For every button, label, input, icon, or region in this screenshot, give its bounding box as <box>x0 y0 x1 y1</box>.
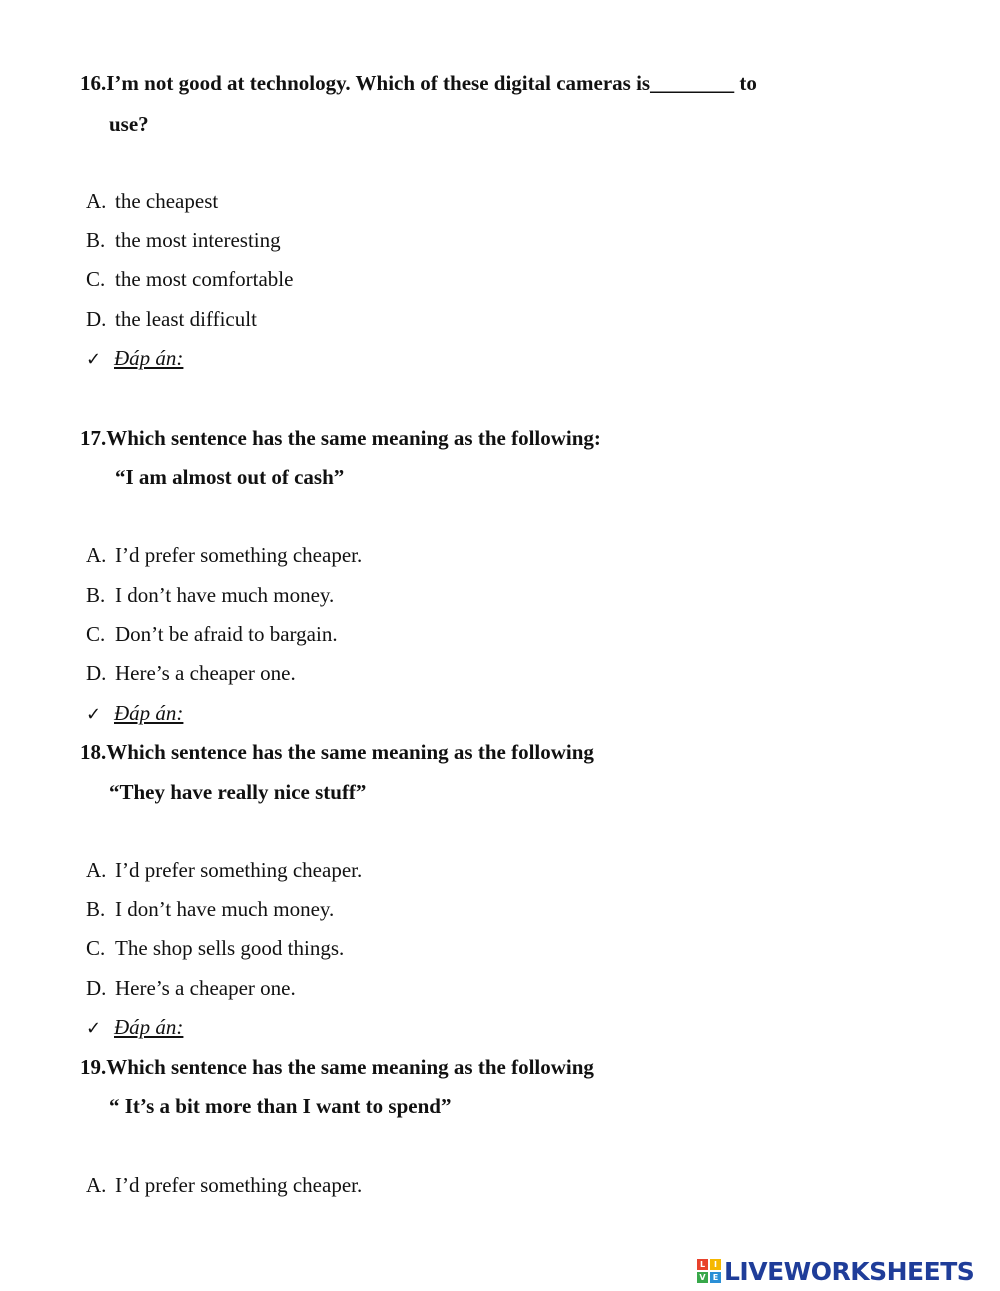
question-17-option-b[interactable] <box>86 585 334 606</box>
option-text: Here’s a cheaper one. <box>115 661 296 685</box>
check-icon: ✓ <box>86 1018 102 1039</box>
option-text: the least difficult <box>115 307 257 331</box>
question-16-option-a[interactable] <box>86 191 218 212</box>
question-16-answer[interactable] <box>86 348 183 369</box>
question-19-line-2: “ It’s a bit more than I want to spend” <box>109 1094 452 1118</box>
option-letter: A. <box>86 189 107 213</box>
option-text: the most comfortable <box>115 267 294 291</box>
option-text: I don’t have much money. <box>115 583 335 607</box>
option-text: Here’s a cheaper one. <box>115 976 296 1000</box>
option-text: I’d prefer something cheaper. <box>115 858 363 882</box>
option-text: I don’t have much money. <box>115 897 335 921</box>
option-text: I’d prefer something cheaper. <box>115 1173 363 1197</box>
option-text: Don’t be afraid to bargain. <box>115 622 338 646</box>
logo-tile: I <box>710 1259 721 1270</box>
question-17-option-d[interactable] <box>86 663 296 684</box>
liveworksheets-brand <box>697 1257 974 1285</box>
question-19-option-a[interactable] <box>86 1175 362 1196</box>
check-icon: ✓ <box>86 704 102 725</box>
question-19-line-1: 19.Which sentence has the same meaning as the following <box>80 1055 594 1079</box>
question-18-option-a[interactable] <box>86 860 362 881</box>
question-16-line-1: 16.I’m not good at technology. Which of these digital cameras is________ to <box>80 71 757 95</box>
question-17-option-a[interactable] <box>86 545 362 566</box>
option-letter: B. <box>86 583 106 607</box>
option-letter: C. <box>86 936 106 960</box>
logo-tile: V <box>697 1272 708 1283</box>
option-letter: B. <box>86 228 106 252</box>
option-letter: A. <box>86 858 107 882</box>
liveworksheets-logo-icon <box>697 1259 721 1283</box>
question-16-option-c[interactable] <box>86 269 293 290</box>
question-16-option-d[interactable] <box>86 309 257 330</box>
answer-label: Đáp án: <box>114 1015 184 1039</box>
option-text: the cheapest <box>115 189 219 213</box>
question-18-option-c[interactable] <box>86 938 344 959</box>
question-18-option-b[interactable] <box>86 899 334 920</box>
option-letter: B. <box>86 897 106 921</box>
option-letter: C. <box>86 622 106 646</box>
option-text: The shop sells good things. <box>115 936 345 960</box>
question-17-line-2: “I am almost out of cash” <box>115 465 345 489</box>
question-17-option-c[interactable] <box>86 624 338 645</box>
check-icon: ✓ <box>86 349 102 370</box>
question-16-line-2: use? <box>109 112 149 136</box>
option-letter: D. <box>86 307 107 331</box>
question-18-option-d[interactable] <box>86 978 296 999</box>
option-text: the most interesting <box>115 228 281 252</box>
option-letter: C. <box>86 267 106 291</box>
question-17-line-1: 17.Which sentence has the same meaning as the following: <box>80 426 601 450</box>
question-18-line-1: 18.Which sentence has the same meaning as the following <box>80 740 594 764</box>
question-17-answer[interactable] <box>86 703 183 724</box>
option-letter: D. <box>86 976 107 1000</box>
answer-label: Đáp án: <box>114 701 184 725</box>
option-letter: A. <box>86 1173 107 1197</box>
question-18-answer[interactable] <box>86 1017 183 1038</box>
liveworksheets-wordmark: LIVEWORKSHEETS <box>724 1256 975 1286</box>
logo-tile: E <box>710 1272 721 1283</box>
option-letter: D. <box>86 661 107 685</box>
logo-tile: L <box>697 1259 708 1270</box>
option-letter: A. <box>86 543 107 567</box>
question-16-option-b[interactable] <box>86 230 281 251</box>
option-text: I’d prefer something cheaper. <box>115 543 363 567</box>
question-18-line-2: “They have really nice stuff” <box>109 780 367 804</box>
answer-label: Đáp án: <box>114 346 184 370</box>
